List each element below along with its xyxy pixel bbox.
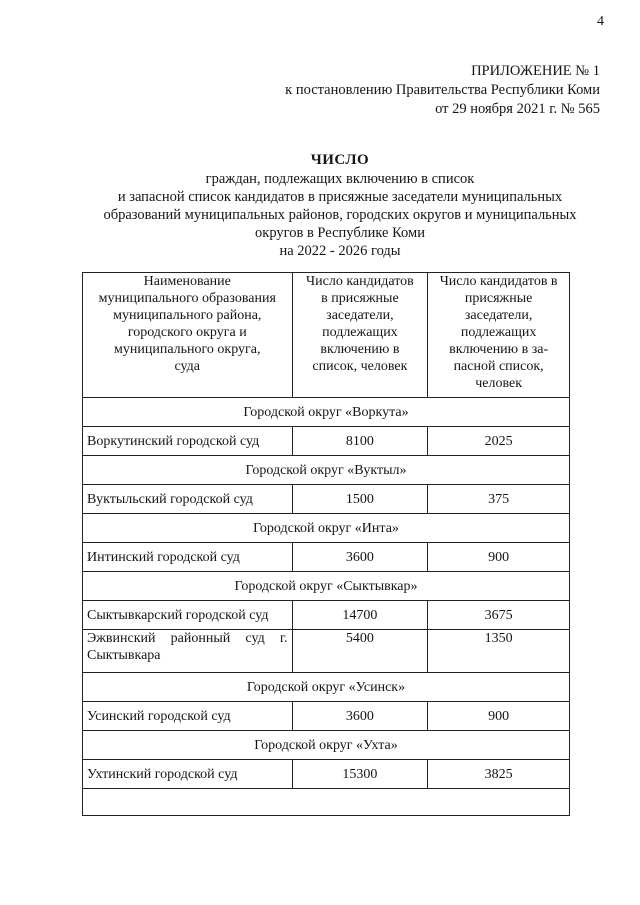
title-line-3: образований муниципальных районов, городских округов и муниципальных xyxy=(103,207,577,223)
main-count: 8100 xyxy=(292,427,428,456)
title-line-1: граждан, подлежащих включению в список xyxy=(205,171,475,187)
appendix-header xyxy=(285,62,600,119)
reserve-count: 2025 xyxy=(428,427,570,456)
section-title-ukhta: Городской округ «Ухта» xyxy=(83,731,570,760)
reserve-count: 900 xyxy=(428,702,570,731)
table-row xyxy=(83,543,570,572)
main-count: 5400 xyxy=(292,630,428,673)
table-continuation-row xyxy=(83,789,570,816)
table-row xyxy=(83,601,570,630)
table-row xyxy=(83,485,570,514)
appendix-decree: к постановлению Правительства Республики Коми xyxy=(285,82,600,98)
header-reserve-list: Число кандидатов в присяжные заседатели, подлежащих включению в за- пасной список, человек xyxy=(428,273,570,398)
table-row xyxy=(83,760,570,789)
title-line-2: и запасной список кандидатов в присяжные заседатели муниципальных xyxy=(117,189,563,205)
section-title-inta: Городской округ «Инта» xyxy=(83,514,570,543)
header-main-list: Число кандидатов в присяжные заседатели, подлежащих включению в список, человек xyxy=(292,273,428,398)
court-name: Ухтинский городской суд xyxy=(83,760,293,789)
table-row xyxy=(83,427,570,456)
section-row xyxy=(83,731,570,760)
main-count: 1500 xyxy=(292,485,428,514)
main-count: 14700 xyxy=(292,601,428,630)
main-count: 3600 xyxy=(292,702,428,731)
court-name: Сыктывкарский городской суд xyxy=(83,601,293,630)
table-row xyxy=(83,702,570,731)
reserve-count: 3675 xyxy=(428,601,570,630)
court-name: Вуктыльский городской суд xyxy=(83,485,293,514)
header-municipality: Наименование муниципального образования муниципального района, городского округа и муниципального округа, суда xyxy=(83,273,293,398)
main-count: 15300 xyxy=(292,760,428,789)
main-title: ЧИСЛО xyxy=(310,152,370,168)
court-name: Эжвинский районный суд г. Сыктывкара xyxy=(83,630,293,673)
court-name: Усинский городской суд xyxy=(83,702,293,731)
reserve-count: 375 xyxy=(428,485,570,514)
title-line-5: на 2022 - 2026 годы xyxy=(279,243,401,259)
section-title-vorkuta: Городской округ «Воркута» xyxy=(83,398,570,427)
court-name: Интинский городской суд xyxy=(83,543,293,572)
court-name: Воркутинский городской суд xyxy=(83,427,293,456)
section-row xyxy=(83,572,570,601)
main-count: 3600 xyxy=(292,543,428,572)
page-number: 4 xyxy=(597,14,604,29)
reserve-count: 3825 xyxy=(428,760,570,789)
document-title xyxy=(60,150,620,260)
reserve-count: 1350 xyxy=(428,630,570,673)
section-row xyxy=(83,398,570,427)
empty-cell xyxy=(83,789,570,816)
reserve-count: 900 xyxy=(428,543,570,572)
appendix-title: ПРИЛОЖЕНИЕ № 1 xyxy=(471,63,600,79)
title-line-4: округов в Республике Коми xyxy=(255,225,425,241)
section-title-syktyvkar: Городской округ «Сыктывкар» xyxy=(83,572,570,601)
jurors-table xyxy=(82,272,570,816)
section-row xyxy=(83,673,570,702)
section-title-vuktyl: Городской округ «Вуктыл» xyxy=(83,456,570,485)
section-row xyxy=(83,456,570,485)
appendix-date: от 29 ноября 2021 г. № 565 xyxy=(435,101,600,117)
table-header-row xyxy=(83,273,570,398)
section-title-usinsk: Городской округ «Усинск» xyxy=(83,673,570,702)
table-row xyxy=(83,630,570,673)
section-row xyxy=(83,514,570,543)
